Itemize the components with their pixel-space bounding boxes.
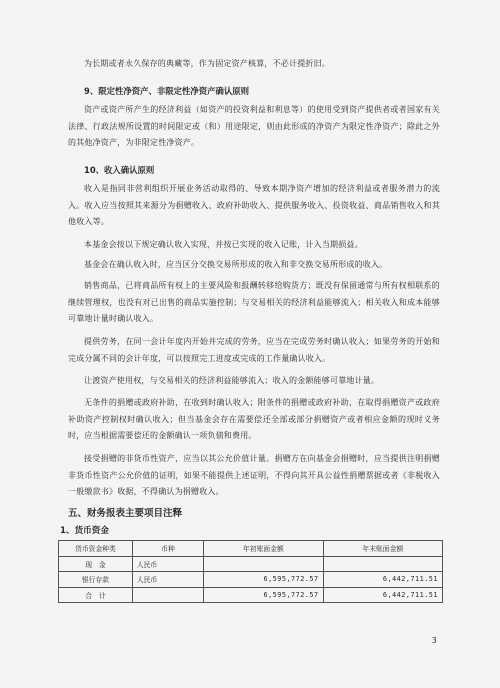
paragraph-noncash-donations: 接受捐赠的非货币性资产，应当以其公允价值计量。捐赠方在向基金会捐赠时，应当提供注明捐赠非货币性资产公允价值的证明，如果不能提供上述证明，不得向其开具公益性捐赠票据或者《非税收入一般缴款书》收据，不得确认为捐赠收入。 [68, 454, 440, 496]
paragraph-exchange-transactions: 基金会在确认收入时，应当区分交换交易所形成的收入和非交换交易所形成的收入。 [84, 260, 388, 269]
heading-cash: 1、货币资金 [60, 526, 109, 536]
table-cell [323, 556, 442, 572]
paragraph-revenue-definition: 收入是指同非营利组织开展业务活动取得的、导致本期净资产增加的经济利益或者服务潜力的流入。收入应当按照其来源分为捐赠收入、政府补助收入、提供服务收入、投资收益、商品销售收入和其他收入等。 [68, 184, 440, 226]
table-header-row [59, 541, 443, 557]
table-row [59, 556, 443, 572]
heading-notes: 五、财务报表主要项目注释 [68, 508, 183, 519]
page-number: 3 [432, 636, 437, 645]
table-cell: 人民币 [132, 572, 203, 588]
table-cell: 合 计 [59, 587, 133, 603]
paragraph-sales: 销售商品，已将商品所有权上的主要风险和报酬转移给购货方；既没有保留通常与所有权相联系的继续管理权，也没有对已出售的商品实施控制；与交易相关的经济利益能够流入；相关收入和成本能够可靠地计量时确认收入。 [68, 281, 440, 323]
table-cell: 银行存款 [59, 572, 133, 588]
heading-revenue-recognition: 10、收入确认原则 [84, 165, 155, 175]
paragraph-services: 提供劳务，在同一会计年度内开始并完成的劳务，应当在完成劳务时确认收入；如果劳务的开始和完成分属不同的会计年度，可以按照完工进度或完成的工作量确认收入。 [68, 337, 440, 363]
table-row [59, 587, 443, 603]
paragraph-revenue-rule: 本基金会按以下规定确认收入实现，并按已实现的收入记账，计入当期损益。 [84, 240, 363, 249]
table-header: 年末账面金额 [323, 541, 442, 557]
paragraph-donations: 无条件的捐赠或政府补助，在收到时确认收入；附条件的捐赠或政府补助，在取得捐赠资产或政府补助资产控制权时确认收入；但当基金会存在需要偿还全部或部分捐赠资产或者相应金额的现时义务时，应当根据需要偿还的金额确认一项负债和费用。 [68, 398, 440, 440]
table-cell: 6,442,711.51 [323, 572, 442, 588]
paragraph-net-assets: 资产或资产所产生的经济利益（如资产的投资利益和利息等）的使用受到资产提供者或者国家有关法律、行政法规所设置的时间限定或（和）用途限定，则由此形成的净资产为限定性净资产；除此之外的其他净资产，为非限定性净资产。 [68, 105, 440, 147]
table-cell: 现 金 [59, 556, 133, 572]
table-header: 币种 [132, 541, 203, 557]
table-row [59, 572, 443, 588]
table-cell: 6,595,772.57 [204, 587, 323, 603]
paragraph-asset-use: 让渡资产使用权，与交易相关的经济利益能够流入；收入的金额能够可靠地计量。 [84, 376, 380, 385]
table-header: 货币资金种类 [59, 541, 133, 557]
table-cell: 6,442,711.51 [323, 587, 442, 603]
table-cell: 人民币 [132, 556, 203, 572]
table-header: 年初账面金额 [204, 541, 323, 557]
table-cell [204, 556, 323, 572]
heading-net-assets: 9、限定性净资产、非限定性净资产确认原则 [84, 86, 249, 96]
paragraph-fixed-assets: 为长期或者永久保存的典藏等，作为固定资产核算，不必计提折旧。 [84, 59, 330, 68]
table-cell: 6,595,772.57 [204, 572, 323, 588]
table-cell [132, 587, 203, 603]
cash-table [58, 540, 443, 603]
